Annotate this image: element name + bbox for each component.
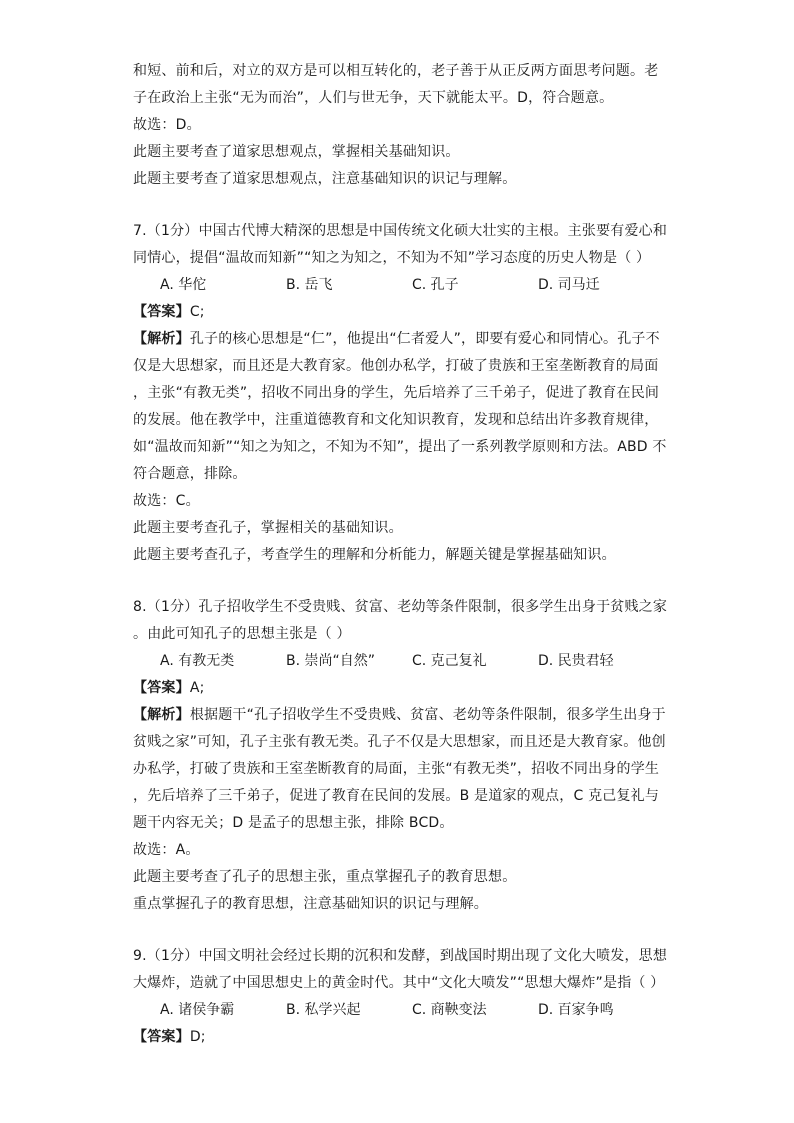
- q9-stem-line-1: 9.（1分）中国文明社会经过长期的沉积和发酵，到战国时期出现了文化大喷发，思想: [133, 948, 668, 964]
- q8-analysis-line-2: 贫贱之家”可知，孔子主张有教无类。孔子不仅是大思想家，而且还是大教育家。他创: [133, 734, 666, 750]
- q8-analysis-line-1: [133, 705, 666, 725]
- q7-analysis-line-6: 符合题意，排除。: [133, 466, 247, 482]
- analysis-tag: 【解析】: [133, 707, 190, 723]
- q7-option-d: D. 司马迁: [538, 277, 600, 293]
- q7-analysis-line-3: ，主张“有教无类”，招收不同出身的学生，先后培养了三千弟子，促进了教育在民间: [133, 385, 660, 401]
- q7-choice: 故选：C。: [133, 493, 200, 509]
- q8-analysis-text-1: 根据题干“孔子招收学生不受贵贱、贫富、老幼等条件限制，很多学生出身于: [189, 707, 666, 723]
- q7-option-c: C. 孔子: [412, 277, 459, 293]
- q8-option-c: C. 克己复礼: [412, 653, 487, 669]
- answer-tag: 【答案】: [133, 680, 190, 696]
- q7-note-2: 此题主要考查孔子，考查学生的理解和分析能力，解题关键是掌握基础知识。: [133, 547, 616, 563]
- q7-option-a: A. 华佗: [160, 277, 207, 293]
- q8-analysis-line-5: 题干内容无关；D 是孟子的思想主张，排除 BCD。: [133, 815, 454, 831]
- intro-line-2: 子在政治上主张“无为而治”，人们与世无争，天下就能太平。D，符合题意。: [133, 90, 614, 106]
- q9-option-b: B. 私学兴起: [286, 1002, 361, 1018]
- q7-note-1: 此题主要考查孔子，掌握相关的基础知识。: [133, 520, 403, 536]
- q7-answer-value: C;: [189, 304, 205, 320]
- q7-analysis-line-1: [133, 329, 660, 349]
- q8-option-d: D. 民贵君轻: [538, 653, 614, 669]
- q8-analysis-line-4: ，先后培养了三千弟子，促进了教育在民间的发展。B 是道家的观点，C 克己复礼与: [133, 788, 660, 804]
- q7-analysis-line-5: 如“温故而知新”“知之为知之，不知为不知”，提出了一系列教学原则和方法。ABD 不: [133, 439, 667, 455]
- q9-stem-line-2: 大爆炸，造就了中国思想史上的黄金时代。其中“文化大喷发”“思想大爆炸”是指（ ）: [133, 975, 665, 991]
- q7-stem-line-2: 同情心，提倡“温故而知新”“知之为知之，不知为不知”学习态度的历史人物是（ ）: [133, 250, 651, 266]
- q8-answer-value: A;: [189, 680, 205, 696]
- q7-analysis-text-1: 孔子的核心思想是“仁”，他提出“仁者爱人”，即要有爱心和同情心。孔子不: [189, 331, 660, 347]
- q9-option-a: A. 诸侯争霸: [160, 1002, 235, 1018]
- intro-note-1: 此题主要考查了道家思想观点，掌握相关基础知识。: [133, 144, 460, 160]
- answer-tag: 【答案】: [133, 304, 190, 320]
- analysis-tag: 【解析】: [133, 331, 190, 347]
- intro-line-1: 和短、前和后，对立的双方是可以相互转化的，老子善于从正反两方面思考问题。老: [133, 63, 659, 79]
- q9-answer: [133, 1027, 206, 1047]
- q8-analysis-line-3: 办私学，打破了贵族和王室垄断教育的局面，主张“有教无类”，招收不同出身的学生: [133, 761, 660, 777]
- intro-choice: 故选：D。: [133, 117, 201, 133]
- q8-stem-line-1: 8.（1分）孔子招收学生不受贵贱、贫富、老幼等条件限制，很多学生出身于贫贱之家: [133, 599, 668, 615]
- q7-analysis-line-2: 仅是大思想家，而且还是大教育家。他创办私学，打破了贵族和王室垄断教育的局面: [133, 358, 659, 374]
- q9-answer-value: D;: [189, 1029, 206, 1045]
- q7-option-b: B. 岳飞: [286, 277, 333, 293]
- q8-stem-line-2: 。由此可知孔子的思想主张是（ ）: [133, 626, 351, 642]
- q7-answer: [133, 302, 205, 322]
- q8-answer: [133, 678, 205, 698]
- intro-note-2: 此题主要考查了道家思想观点，注意基础知识的识记与理解。: [133, 171, 517, 187]
- q7-analysis-line-4: 的发展。他在教学中，注重道德教育和文化知识教育，发现和总结出许多教育规律，: [133, 412, 659, 428]
- q8-option-a: A. 有教无类: [160, 653, 235, 669]
- q8-option-b: B. 崇尚“自然”: [286, 653, 376, 669]
- q8-note-1: 此题主要考查了孔子的思想主张，重点掌握孔子的教育思想。: [133, 869, 517, 885]
- answer-tag: 【答案】: [133, 1029, 190, 1045]
- q7-stem-line-1: 7.（1分）中国古代博大精深的思想是中国传统文化硕大壮实的主根。主张要有爱心和: [133, 223, 668, 239]
- q9-option-c: C. 商鞅变法: [412, 1002, 487, 1018]
- q8-note-2: 重点掌握孔子的教育思想，注意基础知识的识记与理解。: [133, 896, 488, 912]
- q8-choice: 故选：A。: [133, 842, 200, 858]
- q9-option-d: D. 百家争鸣: [538, 1002, 614, 1018]
